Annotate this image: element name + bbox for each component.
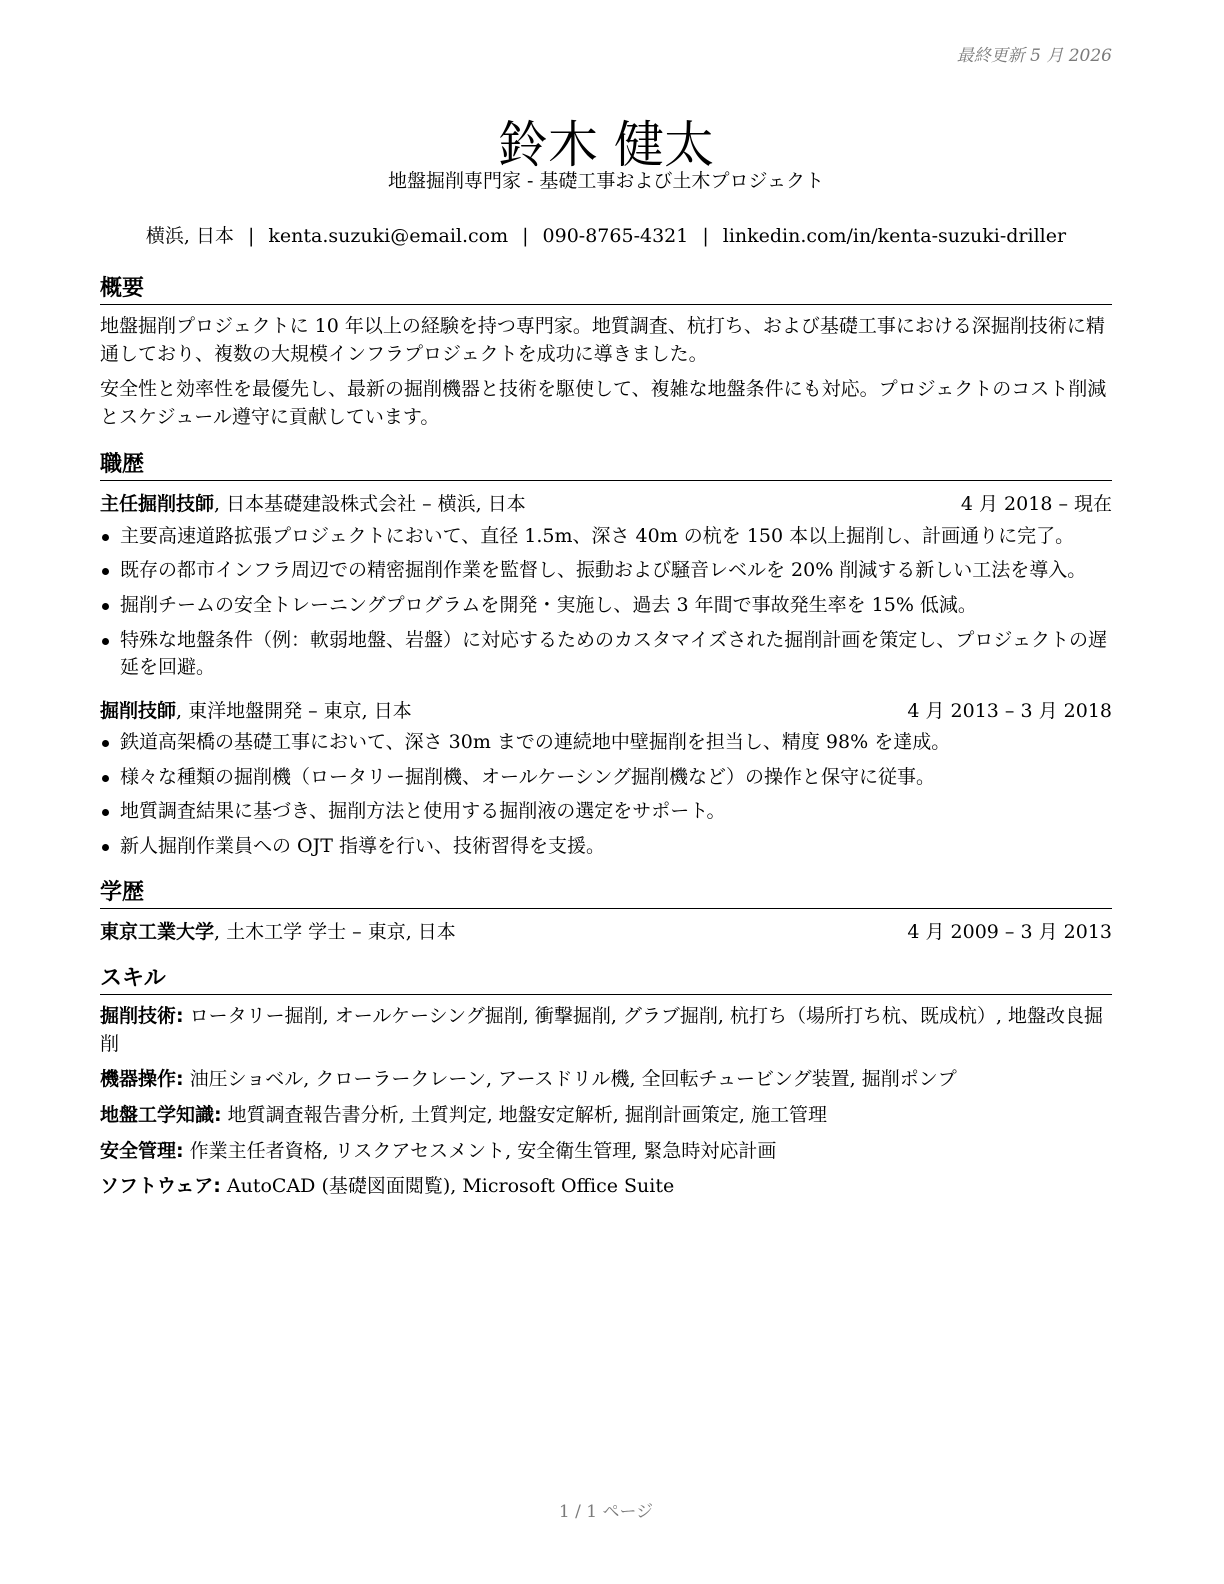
list-item: 主要高速道路拡張プロジェクトにおいて、直径 1.5m、深さ 40m の杭を 150 本以上掘削し、計画通りに完了。 (100, 523, 1112, 551)
contact-linkedin[interactable]: linkedin.com/in/kenta-suzuki-driller (722, 225, 1067, 247)
job-bullets (100, 523, 1112, 682)
school-name: 東京工業大学 (100, 921, 215, 944)
job-bullets (100, 729, 1112, 860)
list-item: 特殊な地盤条件（例：軟弱地盤、岩盤）に対応するためのカスタマイズされた掘削計画を策定し、プロジェクトの遅延を回避。 (100, 627, 1112, 682)
summary-paragraph: 地盤掘削プロジェクトに 10 年以上の経験を持つ専門家。地質調査、杭打ち、および基礎工事における深掘削技術に精通しており、複数の大規模インフラプロジェクトを成功に導きました。 (100, 315, 1105, 365)
skill-value: 作業主任者資格, リスクアセスメント, 安全衛生管理, 緊急時対応計画 (183, 1139, 777, 1162)
contact-separator: | (522, 225, 529, 247)
contact-location: 横浜, 日本 (145, 225, 235, 247)
education-heading: 学歴 (100, 880, 1112, 909)
job-title-line (100, 698, 412, 726)
skill-label: 地盤工学知識: (100, 1104, 222, 1127)
experience-heading: 職歴 (100, 452, 1112, 481)
skill-value: ロータリー掘削, オールケーシング掘削, 衝撃掘削, グラブ掘削, 杭打ち（場所打ち杭、既成杭）, 地盤改良掘削 (100, 1005, 1104, 1055)
job-dates: 4 月 2013 – 3 月 2018 (907, 699, 1112, 722)
list-item: 様々な種類の掘削機（ロータリー掘削機、オールケーシング掘削機など）の操作と保守に従事。 (100, 764, 1112, 792)
skill-label: 安全管理: (100, 1139, 184, 1162)
contact-phone[interactable]: 090-8765-4321 (542, 225, 689, 247)
contact-email[interactable]: kenta.suzuki@email.com (268, 225, 509, 247)
skill-label: 機器操作: (100, 1068, 184, 1091)
job-header (100, 491, 1112, 519)
job-org: , 日本基礎建設株式会社 – 横浜, 日本 (214, 493, 526, 516)
skill-label: ソフトウェア: (100, 1175, 221, 1198)
summary-paragraph: 安全性と効率性を最優先し、最新の掘削機器と技術を駆使して、複雑な地盤条件にも対応。プロジェクトのコスト削減とスケジュール遵守に貢献しています。 (100, 378, 1107, 429)
job-org: , 東洋地盤開発 – 東京, 日本 (176, 699, 412, 722)
list-item: 掘削チームの安全トレーニングプログラムを開発・実施し、過去 3 年間で事故発生率を 15% 低減。 (100, 592, 1112, 620)
list-item: 新人掘削作業員への OJT 指導を行い、技術習得を支援。 (100, 833, 1112, 861)
list-item: 既存の都市インフラ周辺での精密掘削作業を監督し、振動および騒音レベルを 20% 削減する新しい工法を導入。 (100, 557, 1112, 585)
skill-value: 地質調査報告書分析, 土質判定, 地盤安定解析, 掘削計画策定, 施工管理 (221, 1104, 827, 1127)
resume-page (100, 0, 1112, 1584)
job-role: 掘削技師 (100, 699, 177, 722)
skill-value: AutoCAD (基礎図面閲覧), Microsoft Office Suite (220, 1175, 675, 1198)
job-dates: 4 月 2018 – 現在 (960, 493, 1112, 516)
skills-section (100, 966, 1112, 1201)
headline: 地盤掘削専門家 - 基礎工事および土木プロジェクト (387, 170, 825, 192)
contact-separator: | (248, 225, 255, 247)
job-title-line (100, 491, 526, 519)
skill-value: 油圧ショベル, クローラークレーン, アースドリル機, 全回転チュービング装置, 掘削ポンプ (183, 1068, 957, 1091)
skill-row (100, 1102, 1112, 1130)
skill-row (100, 1003, 1112, 1058)
skill-row (100, 1066, 1112, 1094)
education-section (100, 880, 1112, 947)
education-dates: 4 月 2009 – 3 月 2013 (907, 921, 1112, 944)
list-item: 地質調査結果に基づき、掘削方法と使用する掘削液の選定をサポート。 (100, 798, 1112, 826)
skill-label: 掘削技術: (100, 1005, 184, 1028)
education-title-line (100, 919, 456, 947)
job-header (100, 698, 1112, 726)
list-item: 鉄道高架橋の基礎工事において、深さ 30m までの連続地中壁掘削を担当し、精度 98% を達成。 (100, 729, 1112, 757)
summary-heading: 概要 (100, 276, 1112, 305)
education-entry (100, 919, 1112, 947)
candidate-name: 鈴木 健太 (498, 115, 714, 174)
skills-heading: スキル (100, 966, 1112, 995)
skill-row (100, 1138, 1112, 1166)
page-number: 1 / 1 ページ (558, 1502, 654, 1522)
experience-section (100, 452, 1112, 867)
last-updated: 最終更新 5 月 2026 (956, 46, 1112, 66)
contact-line (100, 223, 1112, 251)
skill-row (100, 1173, 1112, 1201)
contact-separator: | (702, 225, 709, 247)
summary-section (100, 276, 1112, 432)
job-role: 主任掘削技師 (100, 493, 215, 516)
education-detail: , 土木工学 学士 – 東京, 日本 (214, 921, 456, 944)
